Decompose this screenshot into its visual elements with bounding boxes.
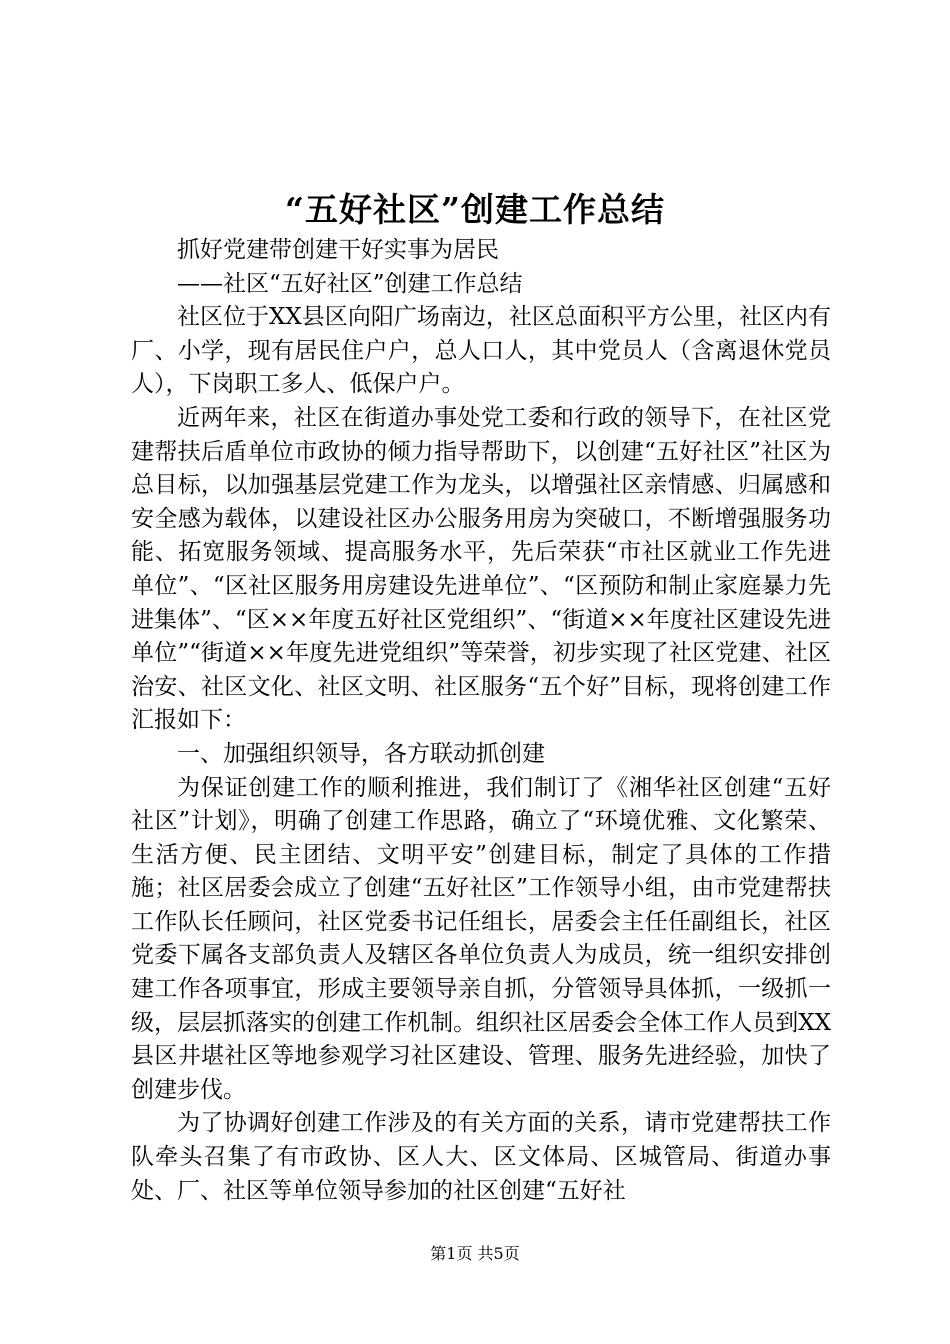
subtitle-line: ——社区“五好社区”创建工作总结: [177, 270, 523, 297]
body-paragraph: 为了协调好创建工作涉及的有关方面的关系，请市党建帮扶工作队牵头召集了有市政协、区人大、区文体局、区城管局、街道办事处、厂、社区等单位领导参加的社区创建“五好社: [131, 1110, 831, 1204]
body-paragraph: 为保证创建工作的顺利推进，我们制订了《湘华社区创建“五好社区”计划》，明确了创建工作思路，确立了“环境优雅、文化繁荣、生活方便、民主团结、文明平安”创建目标，制定了具体的工作措施；社区居委会成立了创建“五好社区”工作领导小组，由市党建帮扶工作队长任顾问，社区党委书记任组长，居委会主任任副组长，社区党委下属各支部负责人及辖区各单位负责人为成员，统一组织安排创建工作各项事宜，形成主要领导亲自抓，分管领导具体抓，一级抓一级，层层抓落实的创建工作机制。组织社区居委会全体工作人员到XX县区井堪社区等地参观学习社区建设、管理、服务先进经验，加快了创建步伐。: [131, 774, 831, 1103]
subtitle-line: 抓好党建带创建干好实事为居民: [177, 237, 499, 263]
document-body: [131, 234, 831, 1208]
body-paragraph: 社区位于XX县区向阳广场南边，社区总面积平方公里，社区内有厂、小学，现有居民住户户，总人口人，其中党员人（含离退休党员人），下岗职工多人、低保户户。: [131, 304, 831, 398]
section-heading: 一、加强组织领导，各方联动抓创建: [177, 740, 545, 767]
document-title: “五好社区”创建工作总结: [285, 190, 665, 229]
body-paragraph: 近两年来，社区在街道办事处党工委和行政的领导下，在社区党建帮扶后盾单位市政协的倾力指导帮助下，以创建“五好社区”社区为总目标，以加强基层党建工作为龙头，以增强社区亲情感、归属感和安全感为载体，以建设社区办公服务用房为突破口，不断增强服务功能、拓宽服务领域、提高服务水平，先后荣获“市社区就业工作先进单位”、“区社区服务用房建设先进单位”、“区预防和制止家庭暴力先进集体”、“区××年度五好社区党组织”、“街道××年度社区建设先进单位”“街道××年度先进党组织”等荣誉，初步实现了社区党建、社区治安、社区文化、社区文明、社区服务“五个好”目标，现将创建工作汇报如下：: [131, 404, 831, 734]
page-number: 第1页 共5页: [430, 1244, 520, 1263]
